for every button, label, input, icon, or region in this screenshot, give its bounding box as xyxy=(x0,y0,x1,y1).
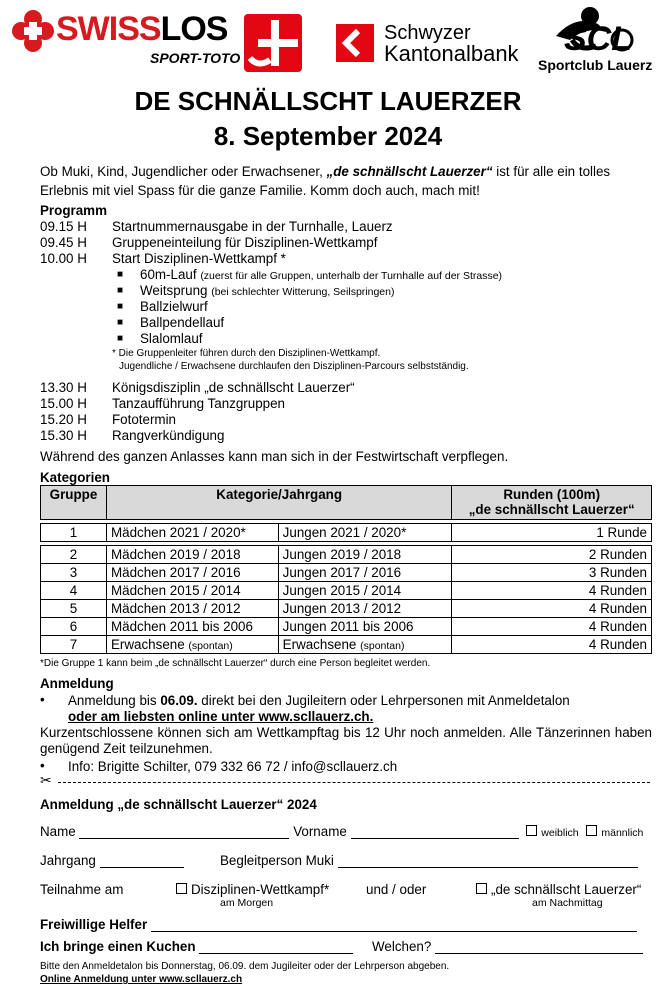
table-row: 3 Mädchen 2017 / 2016 Jungen 2017 / 2016 3 Runden xyxy=(41,564,652,582)
bullet: • xyxy=(40,758,45,773)
bullet: ■ xyxy=(117,317,124,328)
scissors-icon: ✂ xyxy=(40,772,52,788)
program-item: Start Disziplinen-Wettkampf * xyxy=(112,251,286,266)
jahrgang-label: Jahrgang xyxy=(40,853,96,868)
option-lauerzer: „de schnällscht Lauerzer“ xyxy=(476,882,641,897)
program-item: Königsdisziplin „de schnällscht Lauerzer“ xyxy=(112,380,355,395)
welchen-label: Welchen? xyxy=(372,939,432,954)
kurzentschlossene-text: Kurzentschlossene können sich am Wettkampftag bis 12 Uhr noch anmelden. Alle Tänzerinnen haben genügend Zeit teilzunehmen. xyxy=(40,725,652,756)
kuchen-field[interactable] xyxy=(199,939,353,954)
form-row-kuchen xyxy=(40,939,353,954)
vorname-field[interactable] xyxy=(351,824,519,839)
table-row: 5 Mädchen 2013 / 2012 Jungen 2013 / 2012 4 Runden xyxy=(41,600,652,618)
discipline-item: Ballpendellauf xyxy=(140,315,225,330)
bullet: • xyxy=(40,692,45,707)
opt2-sub: am Nachmittag xyxy=(532,897,603,909)
swisslos-wordmark: SWISSLOS xyxy=(56,10,228,48)
header-gruppe: Gruppe xyxy=(41,486,107,520)
sport-plus-logo-icon xyxy=(244,14,302,72)
form-row-jahrgang xyxy=(40,853,184,868)
option-disziplinen: Disziplinen-Wettkampf* xyxy=(176,882,329,897)
time: 10.00 H xyxy=(40,251,87,266)
welchen-field[interactable] xyxy=(435,939,643,954)
anmeldung-deadline: Anmeldung bis 06.09. direkt bei den Jugileitern oder Lehrpersonen mit Anmeldetalon xyxy=(68,693,570,708)
form-row-begleitperson xyxy=(220,853,638,868)
lauerzer-checkbox[interactable] xyxy=(476,883,487,894)
discipline-item: Weitsprung (bei schlechter Witterung, Seilspringen) xyxy=(140,283,395,298)
weiblich-label: weiblich xyxy=(541,827,579,839)
event-date: 8. September 2024 xyxy=(213,121,443,151)
table-header-row xyxy=(41,486,652,520)
time: 15.00 H xyxy=(40,396,87,411)
intro-text: Ob Muki, Kind, Jugendlicher oder Erwachsener, „de schnällscht Lauerzer“ ist für alle ein tolles Erlebnis mit viel Spass für die ganze Familie. Komm doch auch, mach mit! xyxy=(40,164,611,198)
time: 15.20 H xyxy=(40,412,87,427)
name-field[interactable] xyxy=(79,824,289,839)
table-row: 7 Erwachsene (spontan) Erwachsene (spontan) 4 Runden xyxy=(41,636,652,654)
form-note: Bitte den Anmeldetalon bis Donnerstag, 06.09. dem Jugileiter oder der Lehrperson abgeben. xyxy=(40,961,450,972)
table-row: 6 Mädchen 2011 bis 2006 Jungen 2011 bis 2006 4 Runden xyxy=(41,618,652,636)
swisslos-clover-icon xyxy=(12,10,54,52)
bullet: ■ xyxy=(117,285,124,296)
time: 09.45 H xyxy=(40,235,87,250)
name-label: Name xyxy=(40,824,76,839)
helfer-label: Freiwillige Helfer xyxy=(40,917,148,932)
scl-subtitle: Sportclub Lauerz xyxy=(538,57,653,73)
program-item: Fototermin xyxy=(112,412,176,427)
opt1-sub: am Morgen xyxy=(220,897,274,909)
table-row: 2 Mädchen 2019 / 2018 Jungen 2019 / 2018 2 Runden xyxy=(41,546,652,564)
form-heading: Anmeldung „de schnällscht Lauerzer“ 2024 xyxy=(40,797,317,812)
kuchen-label: Ich bringe einen Kuchen xyxy=(40,939,196,954)
kategorien-heading: Kategorien xyxy=(40,470,110,485)
form-row-helfer xyxy=(40,917,637,932)
weiblich-checkbox[interactable] xyxy=(526,825,537,836)
teilnahme-label: Teilnahme am xyxy=(40,882,124,897)
time: 13.30 H xyxy=(40,380,87,395)
anmeldung-online-link[interactable]: oder am liebsten online unter www.scllauerz.ch. xyxy=(68,709,374,724)
undoder-label: und / oder xyxy=(366,882,427,897)
helfer-field[interactable] xyxy=(151,917,637,932)
szkb-line1: Schwyzer xyxy=(384,22,471,44)
sport-toto-label: SPORT-TOTO xyxy=(150,50,241,66)
swisslos-logo xyxy=(12,8,241,72)
jahrgang-field[interactable] xyxy=(100,853,184,868)
scl-mark: SCL xyxy=(564,20,632,58)
programm-footnote: Jugendliche / Erwachsene durchlaufen den Disziplinen-Parcours selbstständig. xyxy=(119,361,469,372)
program-item: Startnummernausgabe in der Turnhalle, Lauerz xyxy=(112,219,393,234)
time: 09.15 H xyxy=(40,219,87,234)
vorname-label: Vorname xyxy=(293,824,347,839)
begleitperson-label: Begleitperson Muki xyxy=(220,853,334,868)
festwirtschaft-text: Während des ganzen Anlasses kann man sich in der Festwirtschaft verpflegen. xyxy=(40,449,509,464)
time: 15.30 H xyxy=(40,428,87,443)
header-runden: Runden (100m) „de schnällscht Lauerzer“ xyxy=(452,486,652,520)
table-row: 4 Mädchen 2015 / 2014 Jungen 2015 / 2014 4 Runden xyxy=(41,582,652,600)
kategorien-footnote: *Die Gruppe 1 kann beim „de schnällscht Lauerzer“ durch eine Person begleitet werden. xyxy=(40,658,431,669)
maennlich-checkbox[interactable] xyxy=(586,825,597,836)
discipline-item: Slalomlauf xyxy=(140,331,203,346)
discipline-item: Ballzielwurf xyxy=(140,299,208,314)
disziplinen-checkbox[interactable] xyxy=(176,883,187,894)
table-row: 1 Mädchen 2021 / 2020* Jungen 2021 / 2020* 1 Runde xyxy=(41,524,652,542)
begleitperson-field[interactable] xyxy=(338,853,638,868)
bullet: ■ xyxy=(117,301,124,312)
info-contact: Info: Brigitte Schilter, 079 332 66 72 / info@scllauerz.ch xyxy=(68,759,398,774)
kategorien-table xyxy=(40,485,652,654)
szkb-line2: Kantonalbank xyxy=(384,41,519,66)
page-title: DE SCHNÄLLSCHT LAUERZER xyxy=(134,86,522,116)
header-kategorie: Kategorie/Jahrgang xyxy=(106,486,451,520)
online-anmeldung-link[interactable]: Online Anmeldung unter www.scllauerz.ch xyxy=(40,974,243,985)
form-row-name xyxy=(40,824,643,839)
program-item: Gruppeneinteilung für Disziplinen-Wettkampf xyxy=(112,235,378,250)
program-item: Rangverkündigung xyxy=(112,428,225,443)
programm-footnote: * Die Gruppenleiter führen durch den Disziplinen-Wettkampf. xyxy=(112,348,381,359)
discipline-item: 60m-Lauf (zuerst für alle Gruppen, unterhalb der Turnhalle auf der Strasse) xyxy=(140,267,503,282)
form-row-welchen xyxy=(372,939,643,954)
szkb-key-icon xyxy=(336,24,374,62)
anmeldung-heading: Anmeldung xyxy=(40,676,114,691)
program-item: Tanzaufführung Tanzgruppen xyxy=(112,396,285,411)
bullet: ■ xyxy=(117,333,124,344)
maennlich-label: männlich xyxy=(601,827,644,839)
programm-heading: Programm xyxy=(40,203,107,218)
bullet: ■ xyxy=(117,269,124,280)
